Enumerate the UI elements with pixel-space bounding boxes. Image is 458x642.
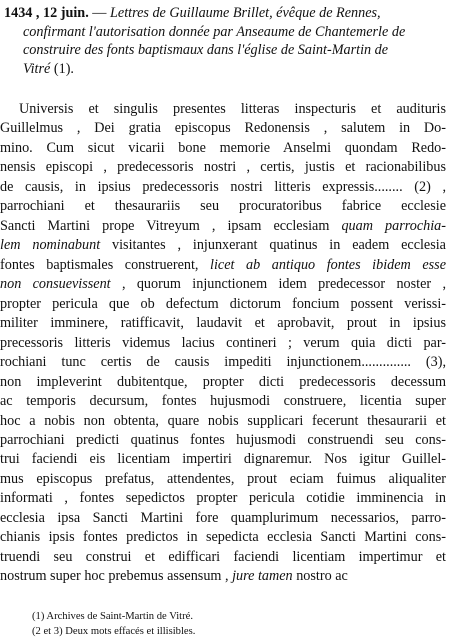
body-italic-text: licet ab antiquo fontes ibidem esse [210, 256, 446, 273]
body-line [0, 528, 446, 547]
body-text: parrochiani et thesaurariis seu procuratoribus fabrice ecclesie [0, 198, 446, 215]
body-line [0, 412, 446, 431]
body-line [0, 470, 446, 489]
body-line [0, 489, 446, 508]
body-italic-text: lem nominabunt [0, 237, 101, 254]
heading-line-1 [4, 4, 448, 23]
body-line [0, 314, 446, 333]
body-text: ac temporis decursum, fontes hujusmodi construere, licentia super [0, 393, 446, 410]
body-line [0, 217, 446, 236]
document-heading [4, 4, 448, 78]
body-text: parrochiani predicti quatinus fontes hujusmodi construendi seu cons- [0, 431, 446, 448]
body-line [0, 431, 446, 450]
body-line [0, 158, 446, 177]
body-text: mus episcopus prefatus, attendentes, prout eciam fuimus aliqualiter [0, 470, 446, 487]
body-text: informati , fontes sepedictos propter pericula cotidie imminencia in [0, 490, 446, 507]
footnote-2: (2 et 3) Deux mots effacés et illisibles. [32, 626, 196, 637]
body-line [0, 178, 446, 197]
heading-line-4 [4, 60, 448, 79]
heading-date: 1434 , 12 juin. [4, 5, 89, 21]
heading-dash: — [92, 5, 107, 21]
footnote-divider [112, 600, 352, 601]
body-line [0, 392, 446, 411]
body-italic-text: quam parrochia- [341, 217, 446, 234]
body-line [0, 100, 446, 119]
heading-line-2: confirmant l'autorisation donnée par Anseaume de Chantemerle de [23, 23, 406, 40]
body-text: chianis ipsis fontes predictos in sepedicta ecclesia Sancti Martini cons- [0, 529, 446, 546]
body-text: truendi seu construi et edifficari faciendi licentiam impertimur et [0, 548, 446, 565]
body-text: non impleverint dubitentque, propter dicti predecessoris decessum [0, 373, 446, 390]
body-text: Guillelmus , Dei gratia episcopus Redonensis , salutem in Do- [0, 120, 446, 137]
body-text: trui faciendi eis licentiam impertiri dignaremur. Nos igitur Guillel- [0, 451, 446, 468]
body-text: propter pericula que ob defectum dictorum foncium possent verissi- [0, 295, 446, 312]
body-line [0, 334, 446, 353]
body-text: rochiani tunc certis de causis impediti injunctionem.............. (3), [0, 354, 446, 371]
body-line [0, 353, 446, 372]
body-line [0, 509, 446, 528]
body-text: mino. Cum sicut vicarii bone memorie Anselmi quondam Redo- [0, 139, 446, 156]
heading-place: Vitré [23, 60, 51, 77]
body-line [0, 139, 446, 158]
body-text: Universis et singulis presentes litteras inspecturis et audituris [19, 101, 446, 117]
footnotes [32, 609, 442, 639]
body-line [0, 548, 446, 567]
body-text: hoc a nobis non obtenta, quare nobis supplicari fecerunt thesaurarii et [0, 412, 446, 429]
heading-title-start: Lettres de Guillaume Brillet, évêque de Rennes, [110, 5, 381, 21]
body-text: visitantes , injunxerant quatinus in eadem ecclesia [100, 237, 446, 254]
body-text: Sancti Martini prope Vitreyum , ipsam ecclesiam [0, 217, 342, 234]
body-text: precessoris litteris videmus lacius contineri ; verum quia dicti par- [0, 334, 446, 351]
body-text: nensis episcopi , predecessoris nostri , certis, justis et racionabilibus [0, 159, 446, 176]
body-line [0, 119, 446, 138]
footnote-1: (1) Archives de Saint-Martin de Vitré. [32, 611, 193, 622]
body-line [0, 197, 446, 216]
body-italic-text: jure tamen [232, 568, 293, 585]
body-line [0, 450, 446, 469]
body-text: , quorum injunctionem idem predecessor noster , [110, 276, 446, 293]
body-italic-text: non consuevissent [0, 276, 111, 293]
body-text: fontes baptismales construerent, [0, 256, 211, 273]
body-line [0, 236, 446, 255]
body-text: nostro ac [292, 568, 348, 585]
body-text: de causis, in ipsius predecessoris nostri litteris expressis........ (2) , [0, 178, 446, 195]
heading-footnote-ref: (1). [53, 60, 74, 77]
body-line [0, 567, 446, 586]
body-text: nostrum super hoc prebemus assensum , [0, 568, 233, 585]
body-line [0, 373, 446, 392]
body-text: militer imminere, ratifficavit, laudavit et aprobavit, prout in ipsius [0, 315, 446, 332]
document-body [0, 100, 446, 587]
heading-line-3: construire des fonts baptismaux dans l'église de Saint-Martin de [23, 42, 389, 59]
body-text: ecclesia ipsa Sancti Martini fore quamplurimum necessarios, parro- [0, 509, 446, 526]
body-line [0, 295, 446, 314]
body-line [0, 256, 446, 275]
body-line [0, 275, 446, 294]
